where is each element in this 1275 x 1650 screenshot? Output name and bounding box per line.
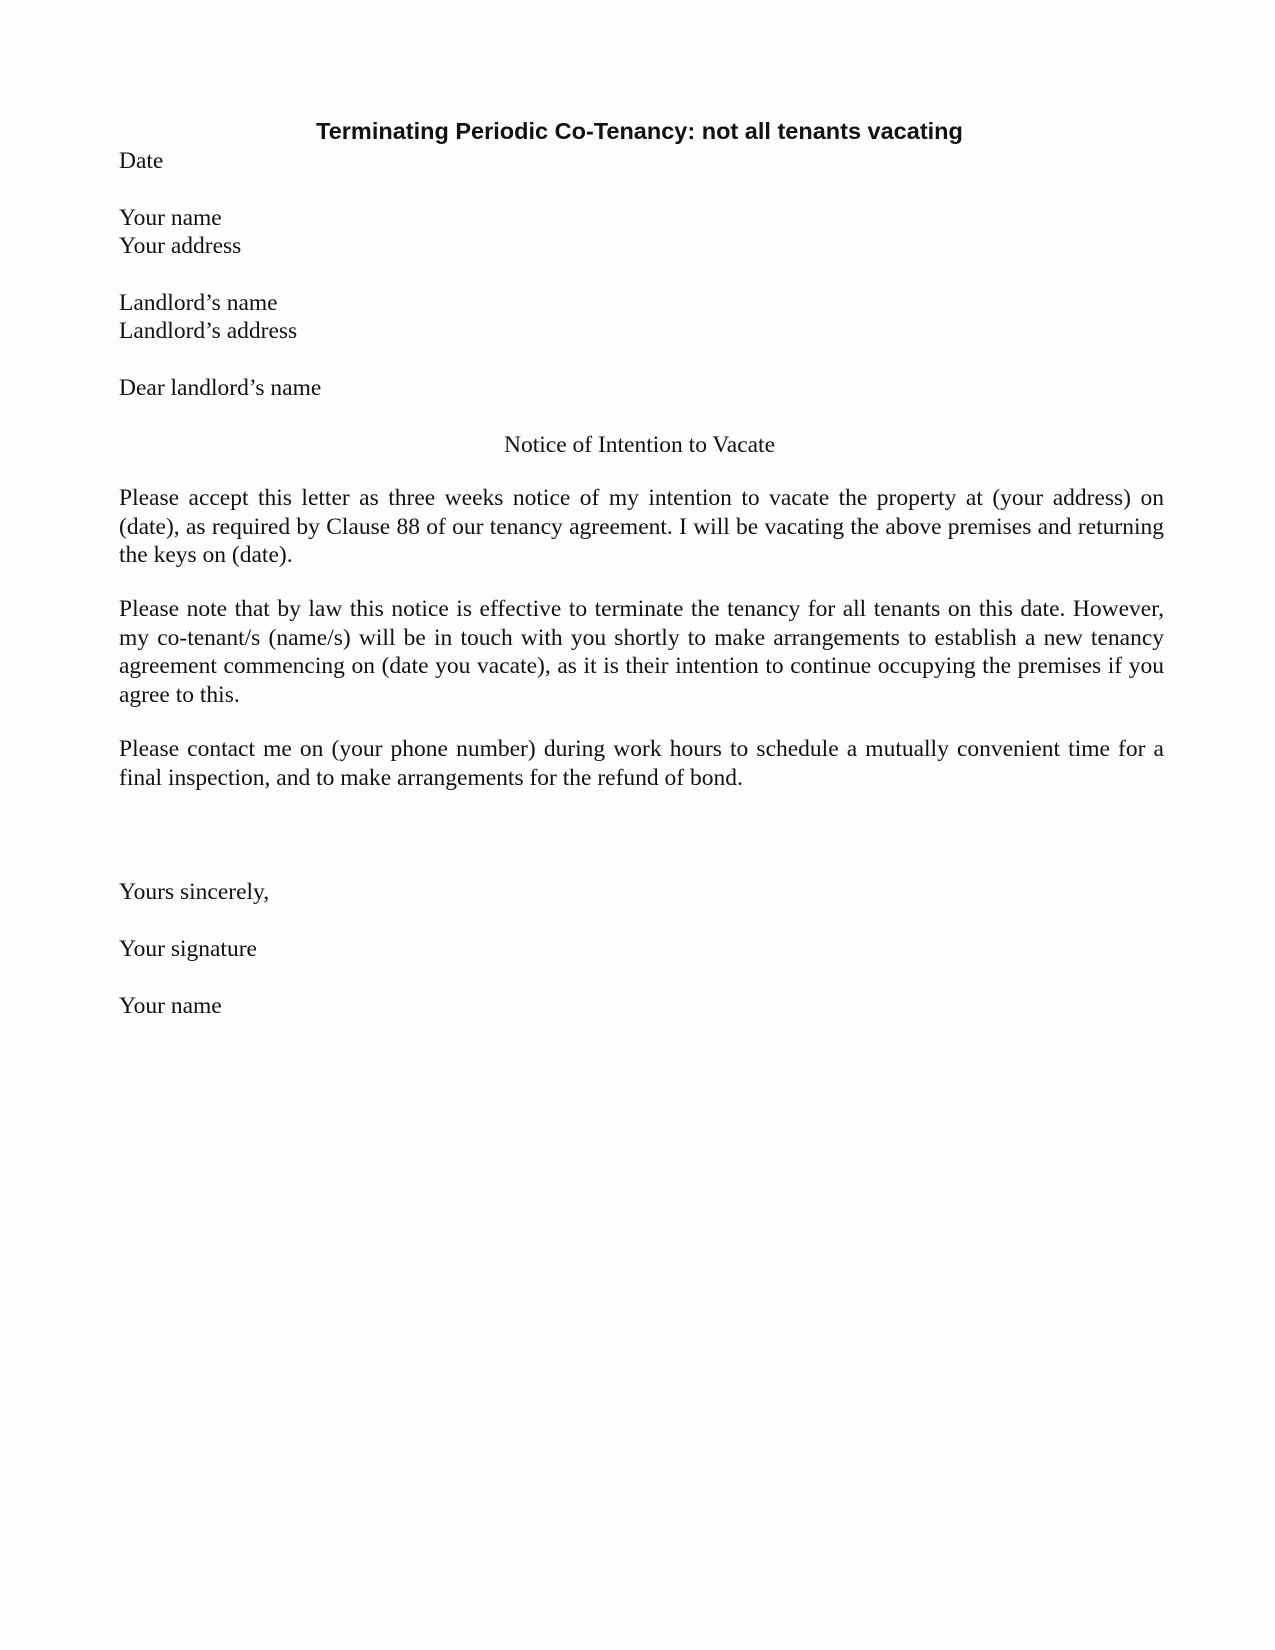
sender-address: Your address bbox=[119, 233, 242, 259]
date-line: Date bbox=[119, 148, 164, 174]
sender-name: Your name bbox=[119, 205, 222, 231]
salutation: Dear landlord’s name bbox=[119, 375, 322, 401]
body-paragraph-2: Please note that by law this notice is effective to terminate the tenancy for all tenants on this date. However, my co-tenant/s (name/s) will be in touch with you shortly to make arrangements to establish a new tenancy agreement commencing on (date you vacate), as it is their intention to continue occupying the premises if you agree to this. bbox=[119, 596, 1164, 708]
signoff-name: Your name bbox=[119, 993, 222, 1019]
subject-heading: Notice of Intention to Vacate bbox=[503, 432, 776, 458]
recipient-address: Landlord’s address bbox=[119, 318, 298, 344]
body-paragraph-1: Please accept this letter as three weeks notice of my intention to vacate the property at (your address) on (date), as required by Clause 88 of our tenancy agreement. I will be vacating the above premises and returning the keys on (date). bbox=[119, 485, 1164, 568]
document-title: Terminating Periodic Co-Tenancy: not all tenants vacating bbox=[316, 118, 963, 144]
signature-line: Your signature bbox=[119, 936, 257, 962]
recipient-name: Landlord’s name bbox=[119, 290, 278, 316]
body-paragraph-3: Please contact me on (your phone number) during work hours to schedule a mutually convenient time for a final inspection, and to make arrangements for the refund of bond. bbox=[119, 736, 1164, 791]
closing: Yours sincerely, bbox=[119, 879, 270, 905]
